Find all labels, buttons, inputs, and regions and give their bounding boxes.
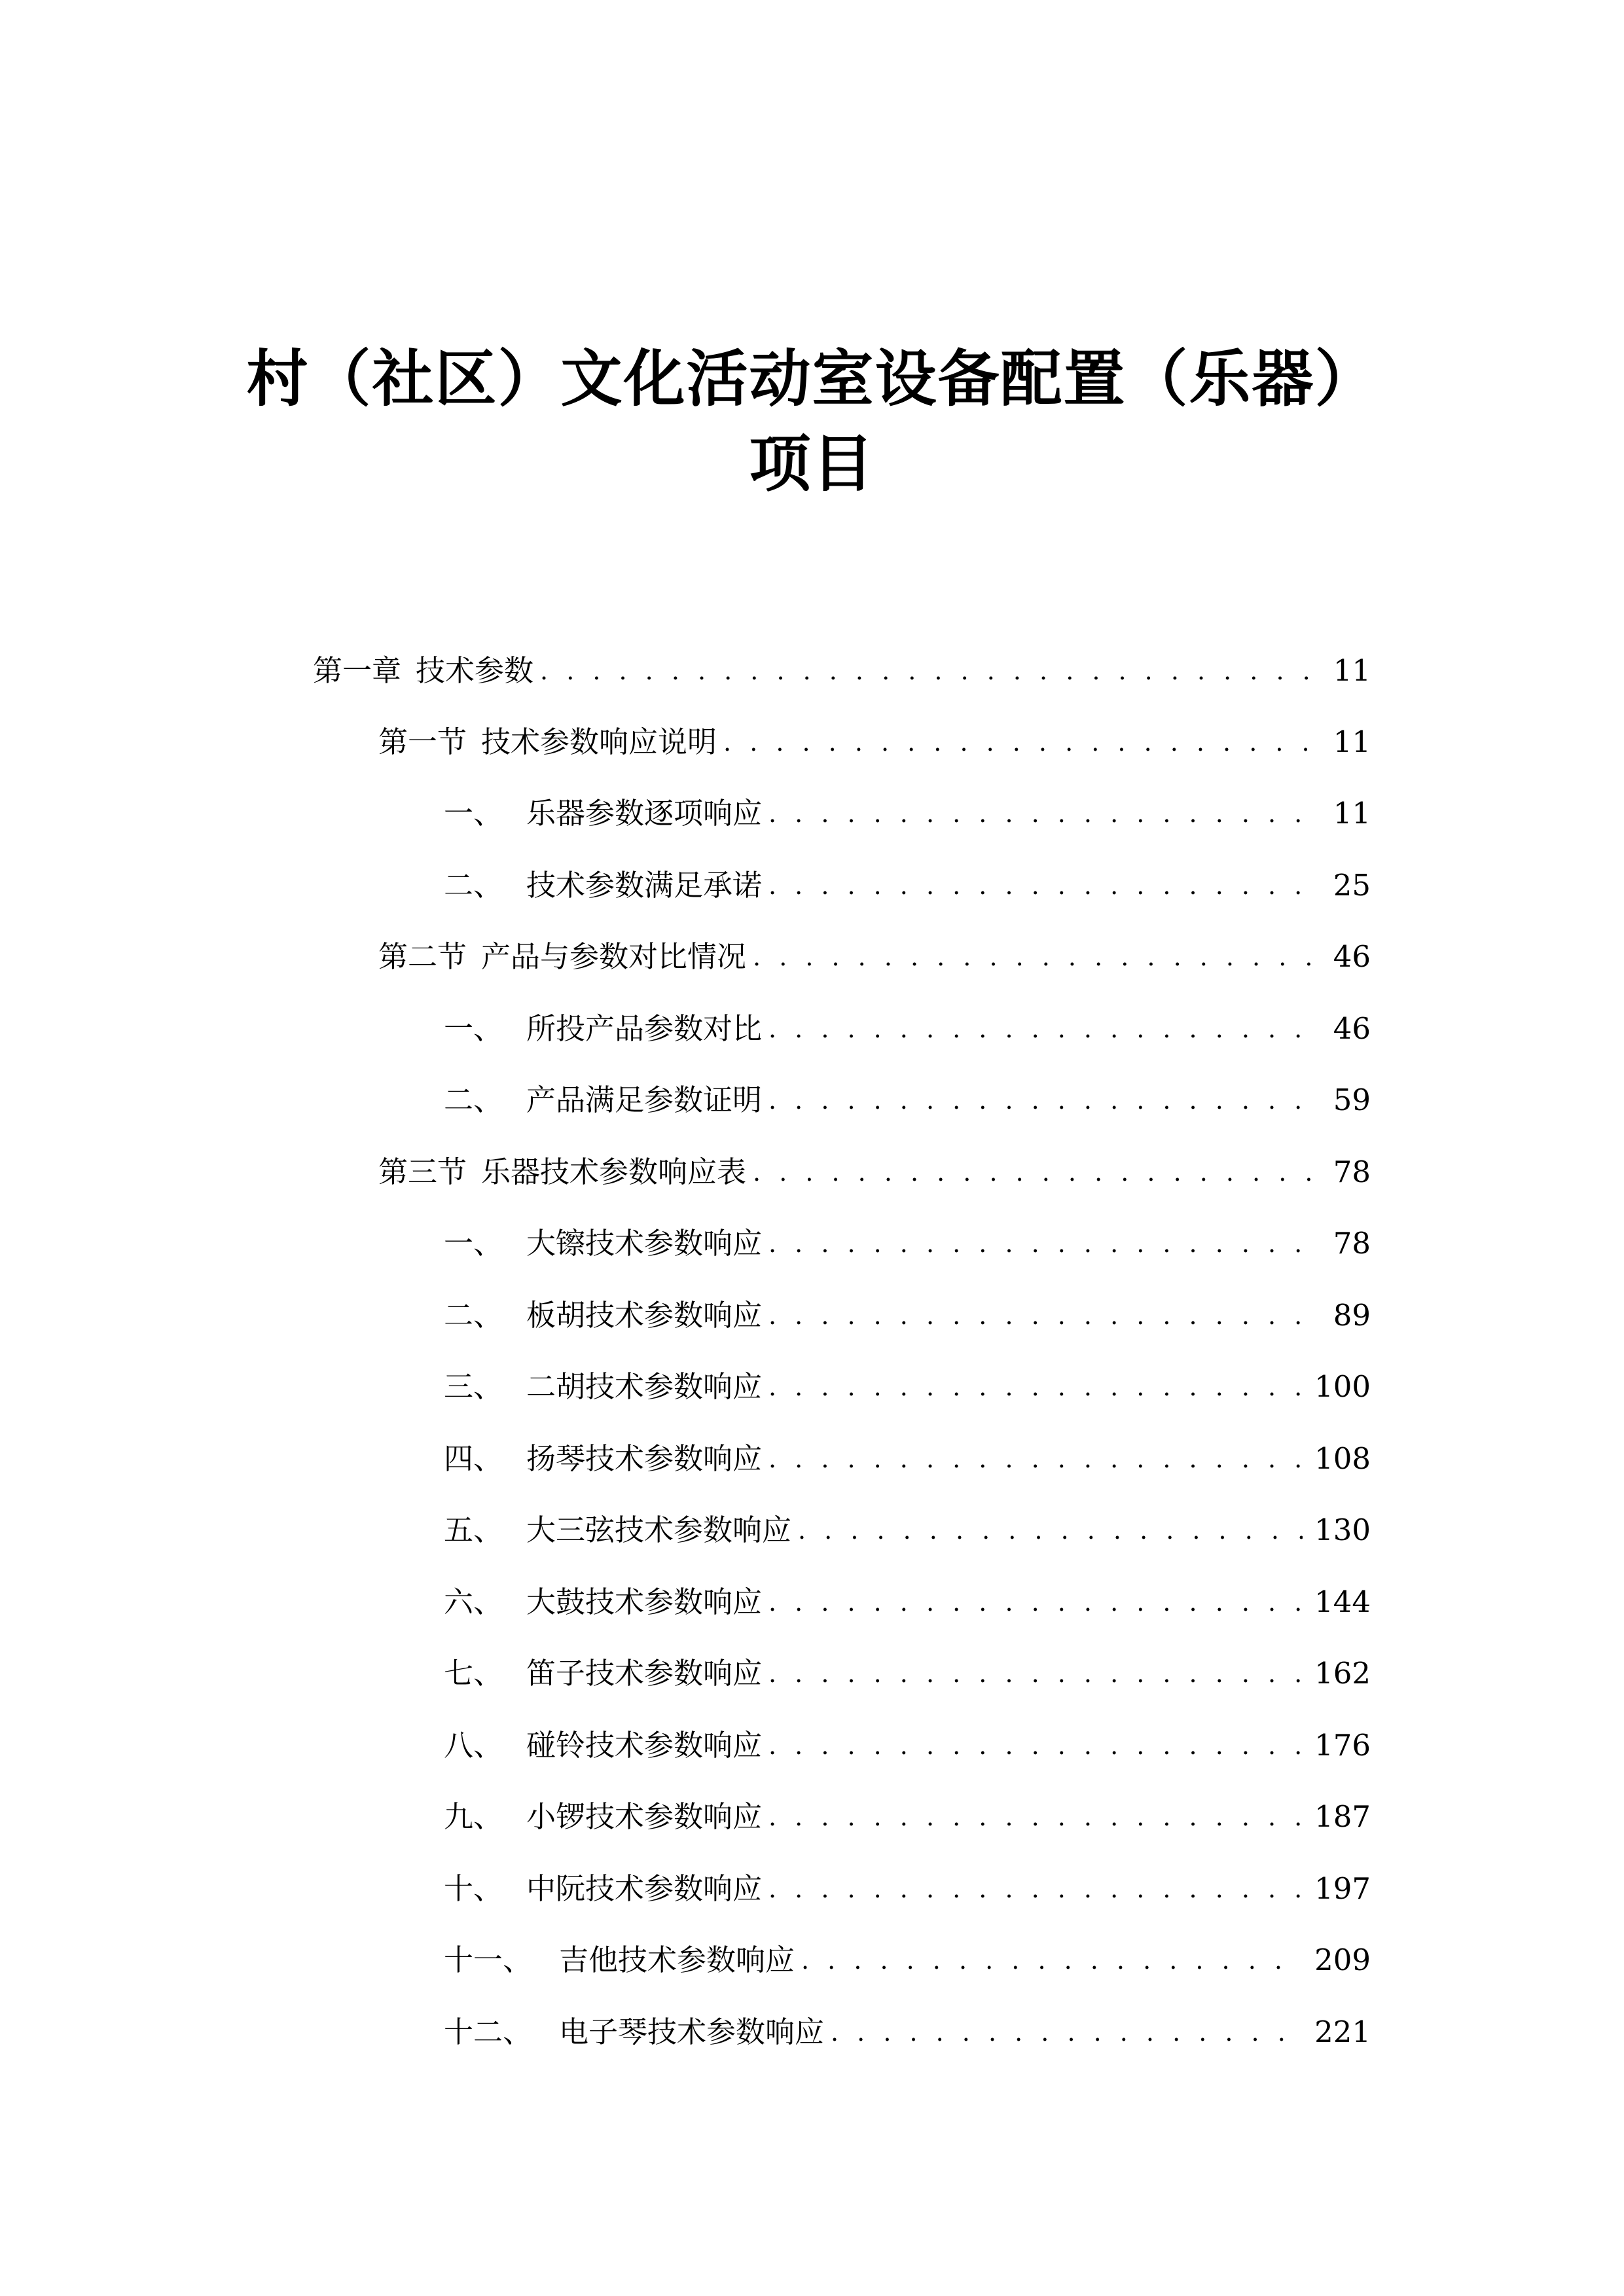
toc-entry-label: 技术参数满足承诺 — [526, 868, 763, 903]
toc-dot-leader — [768, 1006, 1320, 1052]
toc-entry-item[interactable] — [444, 1937, 1371, 1983]
toc-entry-page: 187 — [1314, 1799, 1371, 1834]
toc-dot-leader — [723, 719, 1320, 765]
toc-entry-label: 技术参数 — [416, 653, 534, 688]
toc-entry-number: 六、 — [444, 1585, 503, 1619]
toc-entry-number: 二、 — [444, 1083, 503, 1117]
toc-dot-leader — [753, 934, 1320, 980]
toc-entry-item[interactable] — [444, 1651, 1371, 1696]
toc-entry-number: 二、 — [444, 1298, 503, 1333]
toc-entry-page: 11 — [1333, 653, 1371, 688]
toc-dot-leader — [768, 1364, 1303, 1410]
toc-entry-label: 电子琴技术参数响应 — [559, 2015, 825, 2049]
toc-entry-item[interactable] — [444, 1364, 1371, 1410]
toc-entry-label: 乐器参数逐项响应 — [526, 796, 763, 831]
toc-entry-label: 小锣技术参数响应 — [526, 1799, 763, 1834]
toc-entry-number: 十二、 — [444, 2015, 533, 2049]
toc-entry-number: 第三节 — [378, 1155, 467, 1189]
toc-entry-label: 乐器技术参数响应表 — [481, 1155, 747, 1189]
toc-entry-section[interactable] — [378, 719, 1371, 765]
toc-dot-leader — [768, 1651, 1303, 1696]
toc-entry-item[interactable] — [444, 1006, 1371, 1052]
document-title-line-2: 项目 — [749, 429, 875, 500]
toc-entry-number: 一、 — [444, 1226, 503, 1261]
toc-entry-number: 第二节 — [378, 939, 467, 974]
toc-entry-page: 11 — [1333, 725, 1371, 759]
toc-entry-page: 100 — [1314, 1369, 1371, 1404]
toc-dot-leader — [801, 1937, 1303, 1983]
toc-entry-page: 25 — [1333, 868, 1371, 903]
toc-entry-page: 108 — [1314, 1441, 1371, 1476]
toc-entry-page: 78 — [1333, 1226, 1371, 1261]
toc-entry-page: 46 — [1333, 1011, 1371, 1046]
toc-dot-leader — [768, 1794, 1303, 1840]
toc-entry-label: 二胡技术参数响应 — [526, 1369, 763, 1404]
toc-dot-leader — [768, 863, 1320, 908]
toc-entry-number: 十、 — [444, 1871, 503, 1906]
toc-entry-item[interactable] — [444, 791, 1371, 836]
toc-entry-label: 中阮技术参数响应 — [526, 1871, 763, 1906]
toc-entry-page: 130 — [1314, 1513, 1371, 1547]
toc-entry-item[interactable] — [444, 1866, 1371, 1912]
toc-dot-leader — [540, 648, 1320, 694]
toc-entry-page: 197 — [1314, 1871, 1371, 1906]
toc-entry-page: 89 — [1333, 1298, 1371, 1333]
toc-entry-label: 大镲技术参数响应 — [526, 1226, 763, 1261]
toc-entry-number: 八、 — [444, 1728, 503, 1763]
document-title-line-1: 村（社区）文化活动室设备配置（乐器） — [246, 344, 1378, 415]
toc-entry-page: 46 — [1333, 939, 1371, 974]
toc-entry-item[interactable] — [444, 1221, 1371, 1266]
toc-entry-section[interactable] — [378, 1149, 1371, 1195]
toc-entry-page: 162 — [1314, 1656, 1371, 1691]
toc-entry-item[interactable] — [444, 1436, 1371, 1482]
toc-entry-chapter[interactable] — [313, 648, 1371, 694]
toc-entry-label: 大三弦技术参数响应 — [526, 1513, 792, 1547]
toc-dot-leader — [798, 1507, 1303, 1553]
toc-dot-leader — [768, 1579, 1303, 1625]
toc-entry-number: 十一、 — [444, 1943, 533, 1977]
toc-entry-section[interactable] — [378, 934, 1371, 980]
toc-dot-leader — [768, 1723, 1303, 1768]
toc-entry-label: 笛子技术参数响应 — [526, 1656, 763, 1691]
toc-entry-number: 第一节 — [378, 725, 467, 759]
toc-entry-item[interactable] — [444, 863, 1371, 908]
toc-entry-page: 209 — [1314, 1943, 1371, 1977]
toc-entry-label: 产品与参数对比情况 — [481, 939, 747, 974]
toc-entry-number: 第一章 — [313, 653, 402, 688]
toc-entry-page: 59 — [1333, 1083, 1371, 1117]
toc-dot-leader — [768, 791, 1320, 836]
toc-entry-number: 七、 — [444, 1656, 503, 1691]
toc-entry-number: 五、 — [444, 1513, 503, 1547]
toc-entry-item[interactable] — [444, 1579, 1371, 1625]
toc-dot-leader — [768, 1866, 1303, 1912]
toc-entry-label: 吉他技术参数响应 — [559, 1943, 795, 1977]
toc-entry-page: 144 — [1314, 1585, 1371, 1619]
toc-entry-label: 大鼓技术参数响应 — [526, 1585, 763, 1619]
toc-dot-leader — [753, 1149, 1320, 1195]
toc-entry-item[interactable] — [444, 1794, 1371, 1840]
toc-entry-item[interactable] — [444, 2009, 1371, 2055]
toc-entry-number: 一、 — [444, 796, 503, 831]
toc-entry-number: 二、 — [444, 868, 503, 903]
toc-entry-item[interactable] — [444, 1077, 1371, 1123]
toc-entry-number: 一、 — [444, 1011, 503, 1046]
toc-entry-number: 四、 — [444, 1441, 503, 1476]
toc-entry-label: 扬琴技术参数响应 — [526, 1441, 763, 1476]
toc-entry-number: 三、 — [444, 1369, 503, 1404]
toc-entry-page: 176 — [1314, 1728, 1371, 1763]
toc-dot-leader — [768, 1436, 1303, 1482]
toc-entry-page: 11 — [1333, 796, 1371, 831]
toc-entry-number: 九、 — [444, 1799, 503, 1834]
toc-entry-label: 产品满足参数证明 — [526, 1083, 763, 1117]
toc-entry-label: 所投产品参数对比 — [526, 1011, 763, 1046]
toc-dot-leader — [768, 1293, 1320, 1338]
toc-entry-item[interactable] — [444, 1723, 1371, 1768]
toc-entry-label: 板胡技术参数响应 — [526, 1298, 763, 1333]
toc-dot-leader — [831, 2009, 1303, 2055]
toc-entry-label: 技术参数响应说明 — [481, 725, 717, 759]
toc-entry-page: 78 — [1333, 1155, 1371, 1189]
toc-entry-label: 碰铃技术参数响应 — [526, 1728, 763, 1763]
toc-entry-item[interactable] — [444, 1507, 1371, 1553]
toc-entry-item[interactable] — [444, 1293, 1371, 1338]
toc-entry-page: 221 — [1314, 2015, 1371, 2049]
toc-dot-leader — [768, 1077, 1320, 1123]
toc-dot-leader — [768, 1221, 1320, 1266]
